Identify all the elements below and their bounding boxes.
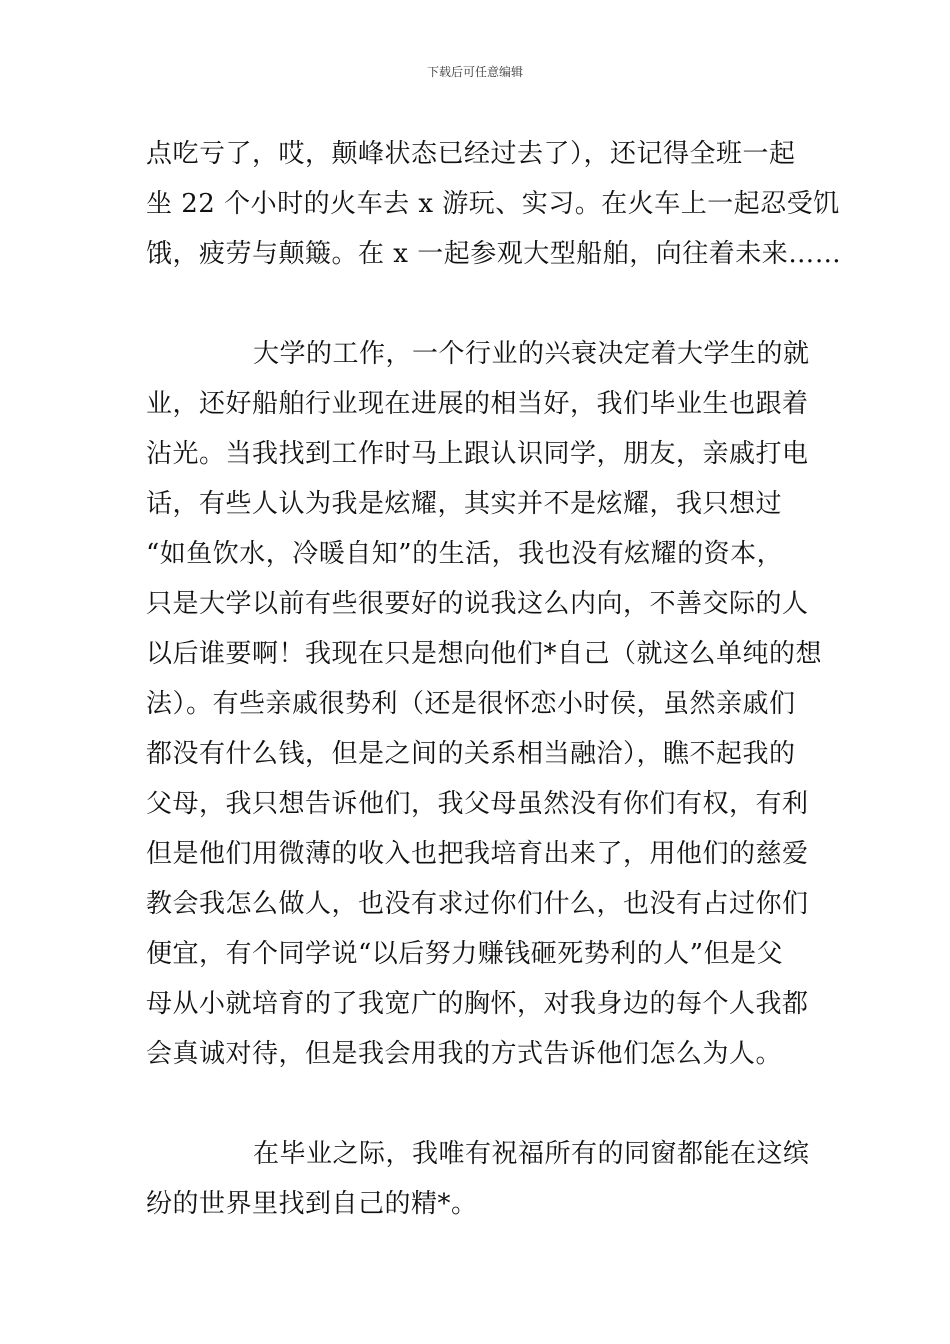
text-line: 点吃亏了，哎，颠峰状态已经过去了），还记得全班一起 bbox=[146, 139, 796, 169]
paragraph bbox=[146, 1129, 810, 1229]
text-line: 母从小就培育的了我宽广的胸怀，对我身边的每个人我都 bbox=[146, 989, 809, 1019]
text-line: “如鱼饮水，冷暖自知”的生活，我也没有炫耀的资本， bbox=[146, 539, 784, 569]
text-line: 大学的工作，一个行业的兴衰决定着大学生的就 bbox=[253, 339, 810, 369]
text-line: 业，还好船舶行业现在进展的相当好，我们毕业生也跟着 bbox=[146, 389, 809, 419]
text-line: 法）。有些亲戚很势利（还是很怀恋小时侯，虽然亲戚们 bbox=[146, 689, 796, 719]
text-line: 纷的世界里找到自己的精*。 bbox=[146, 1189, 478, 1219]
paragraph-spacer bbox=[146, 1079, 810, 1129]
text-line: 只是大学以前有些很要好的说我这么内向，不善交际的人 bbox=[146, 589, 809, 619]
text-line: 话，有些人认为我是炫耀，其实并不是炫耀，我只想过 bbox=[146, 489, 783, 519]
text-line: 沾光。当我找到工作时马上跟认识同学，朋友，亲戚打电 bbox=[146, 439, 809, 469]
text-line: 父母，我只想告诉他们，我父母虽然没有你们有权，有利 bbox=[146, 789, 809, 819]
text-line: 在毕业之际，我唯有祝福所有的同窗都能在这缤 bbox=[253, 1139, 810, 1169]
text-line: 以后谁要啊！我现在只是想向他们*自己（就这么单纯的想 bbox=[146, 639, 823, 669]
text-line: 教会我怎么做人，也没有求过你们什么，也没有占过你们 bbox=[146, 889, 809, 919]
paragraph-spacer bbox=[146, 279, 810, 329]
text-line: 但是他们用微薄的收入也把我培育出来了，用他们的慈爱 bbox=[146, 839, 809, 869]
page-header: 下载后可任意编辑 bbox=[426, 65, 523, 79]
text-line: 都没有什么钱，但是之间的关系相当融洽），瞧不起我的 bbox=[146, 739, 796, 769]
paragraph bbox=[146, 329, 823, 1079]
text-line: 饿，疲劳与颠簸。在 x 一起参观大型船舶，向往着未来…… bbox=[146, 239, 842, 269]
document-body bbox=[146, 129, 842, 1229]
text-line: 便宜，有个同学说“以后努力赚钱砸死势利的人”但是父 bbox=[146, 939, 784, 969]
paragraph bbox=[146, 129, 842, 279]
text-line: 会真诚对待，但是我会用我的方式告诉他们怎么为人。 bbox=[146, 1039, 783, 1069]
text-line: 坐 22 个小时的火车去 x 游玩、实习。在火车上一起忍受饥 bbox=[146, 189, 840, 219]
